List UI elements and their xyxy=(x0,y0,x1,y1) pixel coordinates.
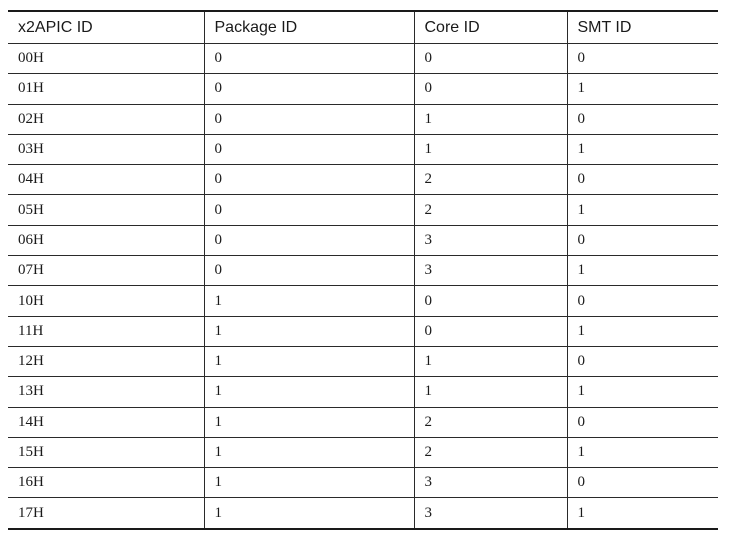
header-smt-id: SMT ID xyxy=(567,11,718,44)
cell-package-id: 0 xyxy=(204,225,414,255)
cell-package-id: 1 xyxy=(204,437,414,467)
cell-package-id: 1 xyxy=(204,498,414,529)
cell-core-id: 3 xyxy=(414,468,567,498)
table-row xyxy=(8,256,718,286)
table-row xyxy=(8,195,718,225)
cell-x2apic-id: 03H xyxy=(8,134,204,164)
cell-package-id: 1 xyxy=(204,316,414,346)
header-x2apic-id: x2APIC ID xyxy=(8,11,204,44)
cell-x2apic-id: 00H xyxy=(8,44,204,74)
table-row xyxy=(8,134,718,164)
cell-smt-id: 0 xyxy=(567,407,718,437)
cell-package-id: 1 xyxy=(204,346,414,376)
cell-x2apic-id: 07H xyxy=(8,256,204,286)
document-page xyxy=(8,10,718,530)
cell-package-id: 1 xyxy=(204,286,414,316)
table-row xyxy=(8,286,718,316)
cell-x2apic-id: 01H xyxy=(8,74,204,104)
cell-x2apic-id: 15H xyxy=(8,437,204,467)
table-row xyxy=(8,377,718,407)
cell-package-id: 0 xyxy=(204,44,414,74)
cell-smt-id: 1 xyxy=(567,316,718,346)
cell-x2apic-id: 02H xyxy=(8,104,204,134)
table-row xyxy=(8,498,718,529)
table-row xyxy=(8,316,718,346)
cell-smt-id: 1 xyxy=(567,74,718,104)
cell-core-id: 1 xyxy=(414,104,567,134)
cell-x2apic-id: 12H xyxy=(8,346,204,376)
cell-x2apic-id: 05H xyxy=(8,195,204,225)
cell-x2apic-id: 14H xyxy=(8,407,204,437)
cell-smt-id: 0 xyxy=(567,346,718,376)
cell-smt-id: 0 xyxy=(567,468,718,498)
cell-x2apic-id: 10H xyxy=(8,286,204,316)
cell-smt-id: 1 xyxy=(567,377,718,407)
cell-package-id: 0 xyxy=(204,195,414,225)
table-row xyxy=(8,346,718,376)
table-row xyxy=(8,44,718,74)
cell-x2apic-id: 16H xyxy=(8,468,204,498)
cell-package-id: 1 xyxy=(204,377,414,407)
x2apic-id-table xyxy=(8,10,718,530)
cell-x2apic-id: 04H xyxy=(8,165,204,195)
cell-smt-id: 0 xyxy=(567,286,718,316)
cell-package-id: 0 xyxy=(204,134,414,164)
cell-smt-id: 1 xyxy=(567,437,718,467)
cell-package-id: 0 xyxy=(204,104,414,134)
cell-x2apic-id: 11H xyxy=(8,316,204,346)
cell-core-id: 3 xyxy=(414,256,567,286)
cell-x2apic-id: 13H xyxy=(8,377,204,407)
table-row xyxy=(8,468,718,498)
cell-smt-id: 1 xyxy=(567,498,718,529)
cell-core-id: 2 xyxy=(414,437,567,467)
cell-core-id: 0 xyxy=(414,44,567,74)
cell-core-id: 2 xyxy=(414,165,567,195)
table-body xyxy=(8,44,718,529)
cell-smt-id: 0 xyxy=(567,165,718,195)
cell-package-id: 1 xyxy=(204,468,414,498)
cell-core-id: 0 xyxy=(414,286,567,316)
header-core-id: Core ID xyxy=(414,11,567,44)
cell-smt-id: 0 xyxy=(567,44,718,74)
table-row xyxy=(8,225,718,255)
cell-core-id: 3 xyxy=(414,498,567,529)
table-row xyxy=(8,437,718,467)
cell-package-id: 0 xyxy=(204,74,414,104)
cell-smt-id: 0 xyxy=(567,104,718,134)
cell-core-id: 3 xyxy=(414,225,567,255)
table-header-row xyxy=(8,11,718,44)
cell-x2apic-id: 06H xyxy=(8,225,204,255)
table-row xyxy=(8,104,718,134)
cell-package-id: 0 xyxy=(204,165,414,195)
table-row xyxy=(8,74,718,104)
cell-core-id: 1 xyxy=(414,134,567,164)
table-row xyxy=(8,165,718,195)
cell-core-id: 1 xyxy=(414,346,567,376)
cell-package-id: 0 xyxy=(204,256,414,286)
cell-smt-id: 1 xyxy=(567,256,718,286)
cell-smt-id: 1 xyxy=(567,134,718,164)
cell-core-id: 2 xyxy=(414,195,567,225)
cell-x2apic-id: 17H xyxy=(8,498,204,529)
cell-smt-id: 0 xyxy=(567,225,718,255)
cell-core-id: 0 xyxy=(414,316,567,346)
cell-core-id: 1 xyxy=(414,377,567,407)
table-row xyxy=(8,407,718,437)
cell-core-id: 0 xyxy=(414,74,567,104)
cell-smt-id: 1 xyxy=(567,195,718,225)
header-package-id: Package ID xyxy=(204,11,414,44)
cell-core-id: 2 xyxy=(414,407,567,437)
cell-package-id: 1 xyxy=(204,407,414,437)
